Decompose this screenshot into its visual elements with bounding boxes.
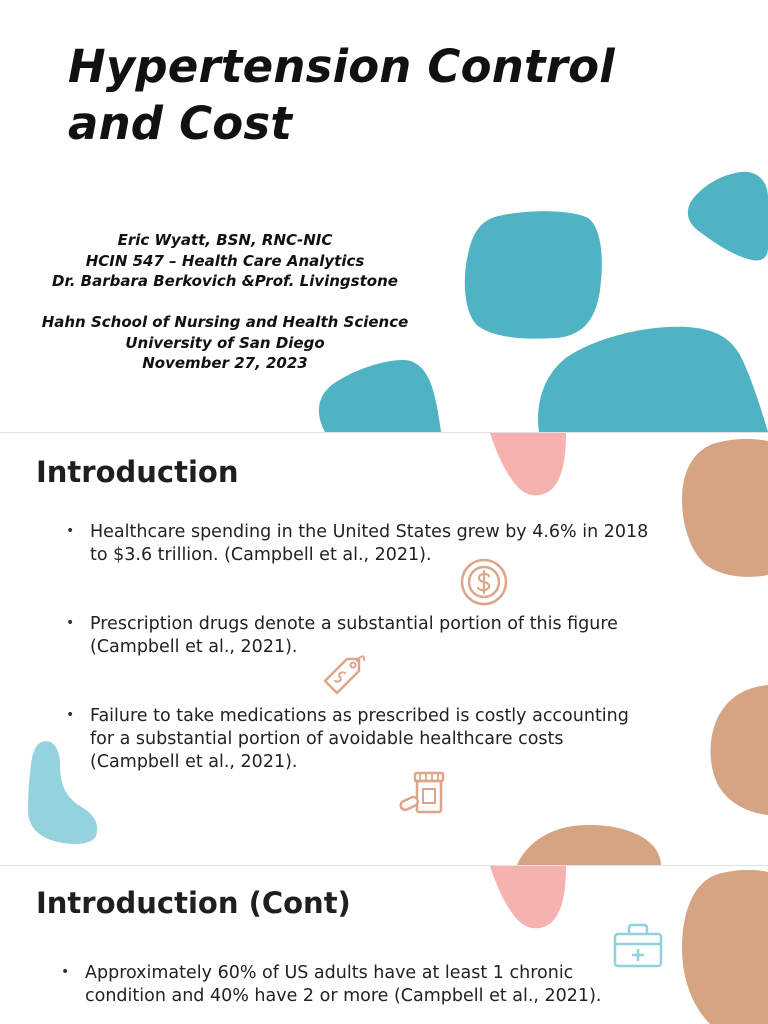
teal-blob-center [464,210,604,340]
introduction-cont-slide [0,865,768,1024]
course-name: HCIN 547 – Health Care Analytics [85,251,365,270]
presentation-date: November 27, 2023 [142,354,308,372]
tan-blob-right [682,870,768,1024]
introduction-bullet-1 [66,521,649,567]
title-line-1: Hypertension Control [68,40,615,93]
bullet-mark: • [66,523,75,539]
bullet-text-line: Approximately 60% of US adults have at least 1 chronic [85,963,574,983]
bullet-text-line: Failure to take medications as prescribed is costly accounting [90,706,629,726]
tan-blob-top-right [682,439,768,577]
instructors: Dr. Barbara Berkovich &Prof. Livingstone [52,272,398,290]
teal-blob-top-right [686,170,768,262]
introduction-cont-bullet-1 [61,962,602,1008]
introduction-cont-heading: Introduction (Cont) [36,886,351,920]
bullet-text-line: condition and 40% have 2 or more (Campbell et al., 2021). [85,986,602,1006]
author-block [20,230,430,374]
pill-bottle-icon [398,769,448,819]
bullet-text-line: (Campbell et al., 2021). [90,637,298,657]
bullet-text-line: to $3.6 trillion. (Campbell et al., 2021). [90,545,432,565]
pink-blob [490,866,566,930]
bullet-text-line: for a substantial portion of avoidable healthcare costs [90,729,564,749]
pink-blob [490,433,566,497]
tan-blob-bottom [517,824,661,865]
author-name: Eric Wyatt, BSN, RNC-NIC [117,231,333,249]
price-tag-icon [317,651,367,701]
bullet-mark: • [66,707,75,723]
introduction-bullet-3 [66,705,629,774]
university-name: University of San Diego [125,333,325,352]
teal-blob-bottom-right [537,325,768,432]
spacer [20,292,430,313]
tan-blob-mid-right [710,685,768,815]
bullet-text-line: Prescription drugs denote a substantial portion of this figure [90,614,618,634]
title-line-2: and Cost [68,97,293,150]
school-name: Hahn School of Nursing and Health Science [41,313,409,331]
title-slide [0,0,768,432]
bullet-mark: • [61,964,70,980]
bullet-text-line: Healthcare spending in the United States grew by 4.6% in 2018 [90,522,649,542]
slide-title [68,38,615,152]
bullet-text-line: (Campbell et al., 2021). [90,752,298,772]
introduction-heading: Introduction [36,455,239,489]
first-aid-kit-icon [612,920,664,972]
bullet-mark: • [66,615,75,631]
dollar-coin-icon [459,557,509,607]
introduction-slide [0,432,768,865]
